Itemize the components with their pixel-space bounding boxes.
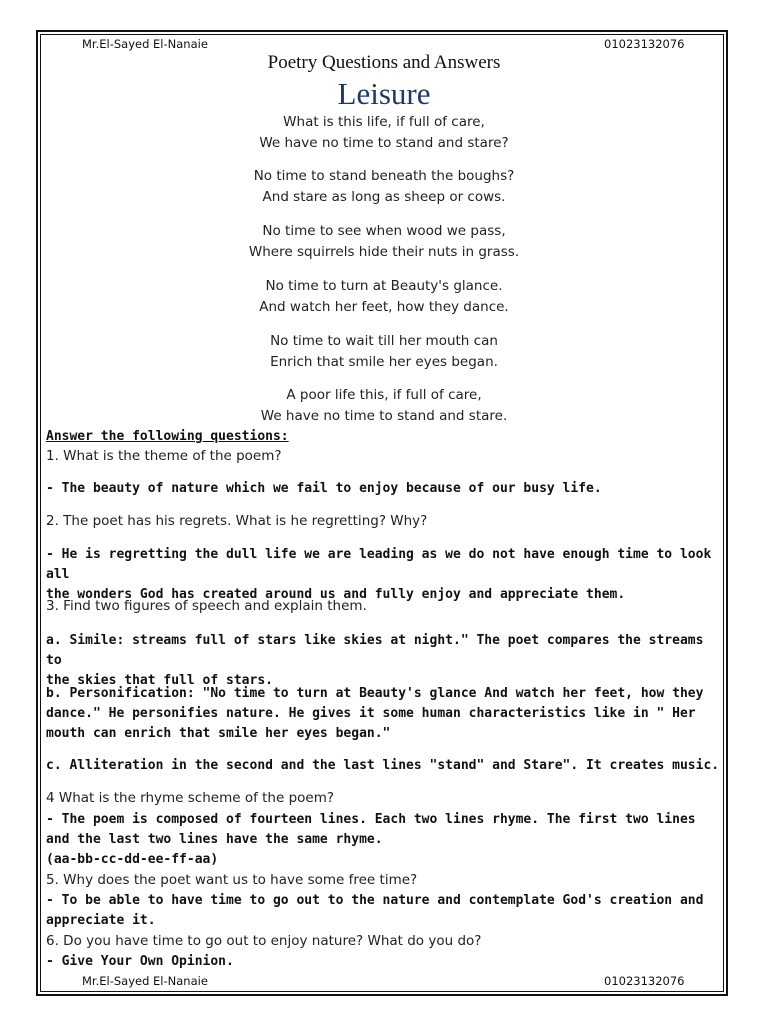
footer-author: Mr.El-Sayed El-Nanaie (82, 974, 208, 988)
header-author: Mr.El-Sayed El-Nanaie (82, 37, 208, 51)
poem-title: Leisure (337, 76, 431, 111)
answer-5 (46, 891, 718, 931)
answer-4 (46, 810, 718, 870)
answer-line: - The poem is composed of fourteen lines. Each two lines rhyme. The first two lines (46, 812, 696, 827)
answer-line: and the last two lines have the same rhyme. (46, 832, 383, 847)
poem-line: A poor life this, if full of care, (286, 387, 482, 403)
stanza-3 (0, 221, 768, 263)
questions-heading: Answer the following questions: (46, 429, 289, 444)
page-title: Poetry Questions and Answers (267, 52, 501, 73)
poem-line: And watch her feet, how they dance. (259, 299, 509, 315)
question-1: 1. What is the theme of the poem? (46, 448, 282, 464)
answer-3c: c. Alliteration in the second and the last lines "stand" and Stare". It creates music. (46, 758, 720, 773)
answer-line: mouth can enrich that smile her eyes began." (46, 726, 391, 741)
question-6: 6. Do you have time to go out to enjoy nature? What do you do? (46, 933, 482, 949)
answer-2 (46, 545, 718, 605)
answer-line: b. Personification: "No time to turn at Beauty's glance And watch her feet, how they (46, 686, 704, 701)
question-5: 5. Why does the poet want us to have some free time? (46, 872, 418, 888)
poem-line: We have no time to stand and stare. (260, 408, 508, 424)
poem-line: No time to wait till her mouth can (270, 333, 498, 349)
answer-line: the skies that full of stars. (46, 673, 273, 688)
poem-line: No time to see when wood we pass, (262, 223, 506, 239)
poem-line: And stare as long as sheep or cows. (262, 189, 506, 205)
question-4: 4 What is the rhyme scheme of the poem? (46, 790, 335, 806)
question-2: 2. The poet has his regrets. What is he regretting? Why? (46, 513, 428, 529)
answer-line: - To be able to have time to go out to the nature and contemplate God's creation and (46, 893, 704, 908)
answer-line: - He is regretting the dull life we are leading as we do not have enough time to look all (46, 547, 712, 582)
answer-line: the wonders God has created around us and fully enjoy and appreciate them. (46, 587, 626, 602)
question-3: 3. Find two figures of speech and explain them. (46, 598, 367, 614)
answer-line: (aa-bb-cc-dd-ee-ff-aa) (46, 852, 219, 867)
stanza-6 (0, 385, 768, 427)
answer-3a (46, 631, 718, 691)
footer-phone: 01023132076 (604, 974, 685, 988)
poem-line: No time to stand beneath the boughs? (253, 168, 515, 184)
answer-1: - The beauty of nature which we fail to enjoy because of our busy life. (46, 481, 602, 496)
answer-3b (46, 684, 718, 744)
answer-6: - Give Your Own Opinion. (46, 954, 234, 969)
poem-line: No time to turn at Beauty's glance. (265, 278, 503, 294)
stanza-2 (0, 166, 768, 208)
answer-line: dance." He personifies nature. He gives it some human characteristics like in " Her (46, 706, 696, 721)
header-phone: 01023132076 (604, 37, 685, 51)
stanza-1 (0, 112, 768, 154)
stanza-4 (0, 276, 768, 318)
poem-line: Enrich that smile her eyes began. (270, 354, 498, 370)
stanza-5 (0, 331, 768, 373)
answer-line: a. Simile: streams full of stars like skies at night." The poet compares the streams to (46, 633, 704, 668)
poem-line: Where squirrels hide their nuts in grass. (248, 244, 520, 260)
answer-line: appreciate it. (46, 913, 156, 928)
poem-line: What is this life, if full of care, (283, 114, 485, 130)
poem-line: We have no time to stand and stare? (259, 135, 509, 151)
